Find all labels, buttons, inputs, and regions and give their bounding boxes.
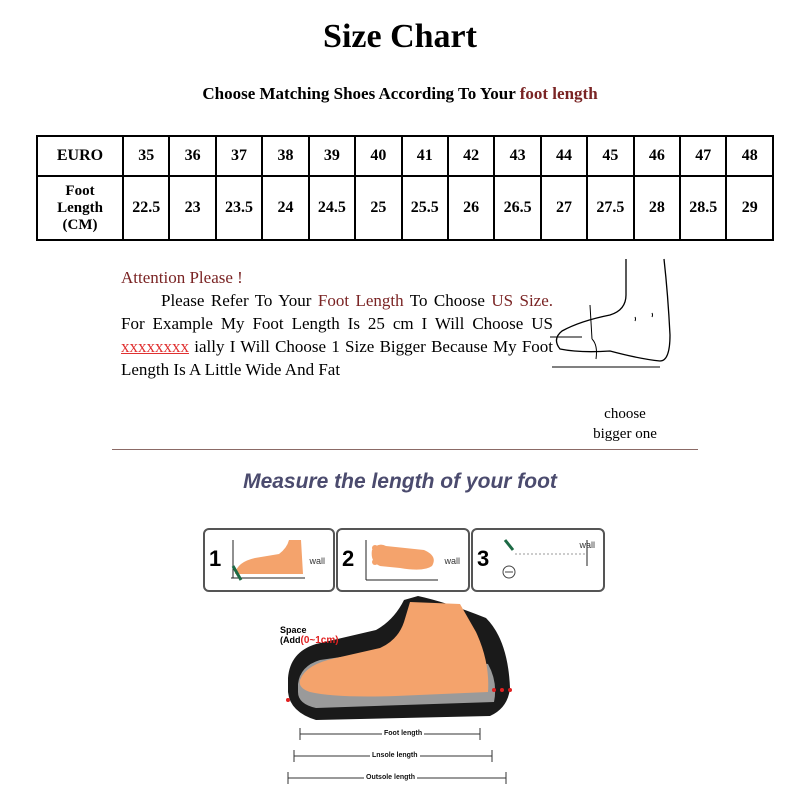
euro-size-cell: 43 <box>494 136 540 176</box>
page-title: Size Chart <box>323 18 477 55</box>
space-title: Space <box>280 625 307 635</box>
attention-heading-text: Attention Please ! <box>121 268 243 287</box>
step-2-wall-label: wall <box>444 556 460 566</box>
attention-foot-length: Foot Length <box>317 291 404 310</box>
euro-header: EURO <box>37 136 123 176</box>
choose-bigger-note <box>585 404 665 444</box>
page-subtitle <box>0 84 800 104</box>
measure-step-2 <box>336 528 470 592</box>
euro-size-cell: 47 <box>680 136 726 176</box>
attention-text-e: For Example My Foot Length Is 25 cm I Will Choose US <box>121 314 553 333</box>
foot-length-cell: 27.5 <box>587 176 633 240</box>
choose-line2: bigger one <box>593 426 657 442</box>
euro-size-cell: 46 <box>634 136 680 176</box>
euro-size-cell: 37 <box>216 136 262 176</box>
insole-length-label: Lnsole length <box>372 752 418 759</box>
foot-top-view-icon <box>360 536 440 584</box>
attention-us-size: US Size. <box>491 291 554 310</box>
attention-note <box>121 266 553 381</box>
foot-length-cell: 26.5 <box>494 176 540 240</box>
subtitle-highlight: foot length <box>519 84 598 103</box>
measure-step-1 <box>203 528 335 592</box>
shoe-cross-section-icon <box>276 592 522 732</box>
attention-text-a: Please Refer To Your <box>161 291 318 310</box>
size-table <box>36 135 774 241</box>
foot-length-cell: 25.5 <box>402 176 448 240</box>
euro-size-cell: 48 <box>726 136 773 176</box>
foot-length-cell: 25 <box>355 176 401 240</box>
foot-length-header <box>37 176 123 240</box>
foot-length-cell: 27 <box>541 176 587 240</box>
foot-length-cell: 24 <box>262 176 308 240</box>
section-divider <box>112 449 698 450</box>
attention-text-c: To Choose <box>403 291 492 310</box>
space-range: (0~1cm) <box>300 635 339 646</box>
euro-size-cell: 44 <box>541 136 587 176</box>
foot-length-row <box>37 176 773 240</box>
foot-length-label: Foot length <box>384 730 423 737</box>
measure-heading: Measure the length of your foot <box>243 470 557 493</box>
foot-length-cell: 23.5 <box>216 176 262 240</box>
euro-size-cell: 41 <box>402 136 448 176</box>
subtitle-text: Choose Matching Shoes According To Your <box>202 84 520 103</box>
foot-length-cell: 22.5 <box>123 176 169 240</box>
measure-step-3 <box>471 528 605 592</box>
euro-size-cell: 42 <box>448 136 494 176</box>
foot-length-cell: 28 <box>634 176 680 240</box>
step-2-number: 2 <box>342 546 355 571</box>
step-1-number: 1 <box>209 546 222 571</box>
space-add: (Add <box>280 635 301 645</box>
attention-heading <box>121 266 553 289</box>
choose-line1: choose <box>604 406 646 422</box>
foot-length-cell: 26 <box>448 176 494 240</box>
foot-length-header-line2: Length <box>57 199 103 216</box>
attention-body <box>121 289 553 381</box>
euro-size-cell: 36 <box>169 136 215 176</box>
foot-length-cell: 24.5 <box>309 176 355 240</box>
foot-sketch-icon <box>540 255 690 395</box>
step-3-number: 3 <box>477 546 490 571</box>
euro-size-cell: 45 <box>587 136 633 176</box>
step-3-wall-label: wall <box>579 540 595 550</box>
foot-on-ruler-icon <box>227 536 307 584</box>
outsole-length-label: Outsole length <box>366 774 415 781</box>
attention-redacted: xxxxxxxx <box>121 337 189 356</box>
foot-length-cell: 29 <box>726 176 773 240</box>
euro-size-cell: 38 <box>262 136 308 176</box>
euro-size-cell: 40 <box>355 136 401 176</box>
foot-length-header-line1: Foot <box>65 182 95 199</box>
euro-size-cell: 39 <box>309 136 355 176</box>
step-1-wall-label: wall <box>309 556 325 566</box>
foot-length-cell: 23 <box>169 176 215 240</box>
euro-size-cell: 35 <box>123 136 169 176</box>
euro-row <box>37 136 773 176</box>
foot-length-header-line3: (CM) <box>62 216 98 233</box>
space-label <box>280 625 339 646</box>
attention-text-g: ially I Will Choose 1 Size Bigger Because My Foot Length Is A Little Wide And Fat <box>121 337 553 379</box>
foot-length-cell: 28.5 <box>680 176 726 240</box>
